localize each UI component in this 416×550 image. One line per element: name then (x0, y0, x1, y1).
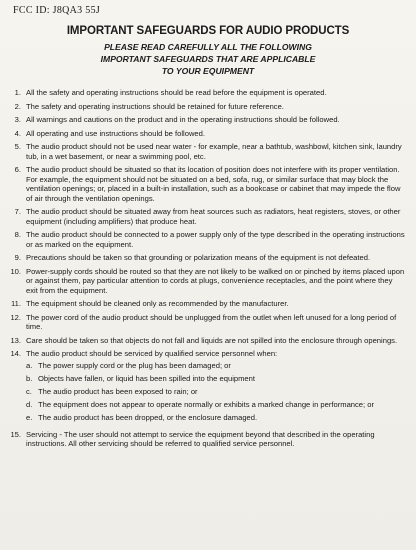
sub-item-text: The audio product has been dropped, or the enclosure damaged. (38, 412, 258, 422)
list-item (8, 299, 406, 308)
document-subtitle (0, 41, 416, 77)
sub-list (26, 361, 406, 422)
document-title: IMPORTANT SAFEGUARDS FOR AUDIO PRODUCTS (66, 25, 350, 37)
item-number: 7. (14, 207, 21, 217)
list-item (8, 430, 406, 449)
safeguards-list (8, 88, 406, 453)
sub-list-item (26, 387, 406, 396)
item-text: Servicing - The user should not attempt to service the equipment beyond that described in the operating instructions. All other servicing should be referred to qualified service personnel. (26, 429, 375, 449)
subtitle-line: IMPORTANT SAFEGUARDS THAT ARE APPLICABLE (100, 54, 316, 64)
item-text: The safety and operating instructions should be retained for future reference. (26, 101, 284, 111)
item-text: The audio product should be situated so that its location of position does not interfere with its proper ventilation. For example, the equipment should not be situated on a bed, sofa, rug, or similar surface that may block the ventilation openings; or, placed in a built-in installation, such as a bookcase or cabinet that may impede the flow of air through the ventilation openings. (26, 165, 401, 203)
sub-item-letter: a. (26, 360, 33, 370)
item-number: 14. (10, 349, 21, 359)
item-number: 3. (14, 115, 21, 125)
list-item (8, 102, 406, 111)
sub-item-text: The power supply cord or the plug has been damaged; or (38, 360, 231, 370)
item-number: 2. (14, 101, 21, 111)
list-item (8, 253, 406, 262)
list-item (8, 129, 406, 138)
list-item (8, 267, 406, 295)
item-text: All the safety and operating instructions should be read before the equipment is operated. (26, 88, 327, 97)
sub-item-letter: b. (26, 373, 33, 383)
list-item (8, 230, 406, 249)
sub-item-letter: d. (26, 399, 33, 409)
subtitle-line: TO YOUR EQUIPMENT (161, 66, 255, 76)
sub-list-item (26, 400, 406, 409)
item-number: 15. (10, 429, 21, 439)
sub-item-text: The equipment does not appear to operate normally or exhibits a marked change in performance; or (38, 399, 375, 409)
subtitle-line: PLEASE READ CAREFULLY ALL THE FOLLOWING (104, 42, 312, 52)
item-number: 4. (14, 128, 21, 138)
item-number: 10. (10, 266, 21, 276)
list-item (8, 115, 406, 124)
sub-list-item (26, 374, 406, 383)
list-item (8, 142, 406, 161)
list-item (8, 336, 406, 345)
item-number: 6. (14, 165, 21, 175)
sub-item-letter: e. (26, 412, 33, 422)
item-number: 5. (14, 142, 21, 152)
fcc-id-label: FCC ID: J8QA3 55J (13, 5, 101, 16)
item-text: The equipment should be cleaned only as recommended by the manufacturer. (26, 299, 289, 309)
item-number: 8. (14, 230, 21, 240)
item-body (26, 349, 406, 425)
item-text: Power-supply cords should be routed so that they are not likely to be walked on or pinched by items placed upon or against them, pay particular attention to cords at plugs, convenience receptacles, and the point where they exit from the equipment. (26, 266, 405, 295)
item-number: 1. (14, 88, 21, 97)
item-text: The audio product should be situated away from heat sources such as radiators, heat registers, stoves, or other equipment (including amplifiers) that produce heat. (26, 207, 401, 226)
sub-item-text: Objects have fallen, or liquid has been spilled into the equipment (38, 373, 255, 383)
sub-item-letter: c. (26, 386, 32, 396)
list-item (8, 207, 406, 226)
item-text: The audio product should not be used near water - for example, near a bathtub, washbowl, kitchen sink, laundry tub, in a wet basement, or near a swimming pool, etc. (26, 142, 402, 161)
sub-list-item (26, 361, 406, 370)
item-text: The audio product should be connected to a power supply only of the type described in the operating instructions or as marked on the equipment. (26, 230, 405, 249)
item-number: 13. (10, 335, 21, 345)
list-item (8, 88, 406, 97)
list-item (8, 349, 406, 425)
list-item (8, 165, 406, 203)
item-number: 9. (14, 253, 21, 263)
item-text: Precautions should be taken so that grounding or polarization means of the equipment is not defeated. (26, 253, 371, 263)
sub-list-item (26, 413, 406, 422)
list-item (8, 313, 406, 332)
item-text: All operating and use instructions should be followed. (26, 128, 205, 138)
item-text: The power cord of the audio product should be unplugged from the outlet when left unused for a long period of time. (26, 312, 397, 332)
item-text: All warnings and cautions on the product and in the operating instructions should be followed. (26, 115, 340, 125)
item-text: The audio product should be serviced by qualified service personnel when: (26, 349, 278, 359)
item-number: 11. (11, 299, 21, 309)
item-text: Care should be taken so that objects do not fall and liquids are not spilled into the enclosure through openings. (26, 335, 398, 345)
item-number: 12. (10, 312, 21, 322)
sub-item-text: The audio product has been exposed to rain; or (38, 386, 198, 396)
